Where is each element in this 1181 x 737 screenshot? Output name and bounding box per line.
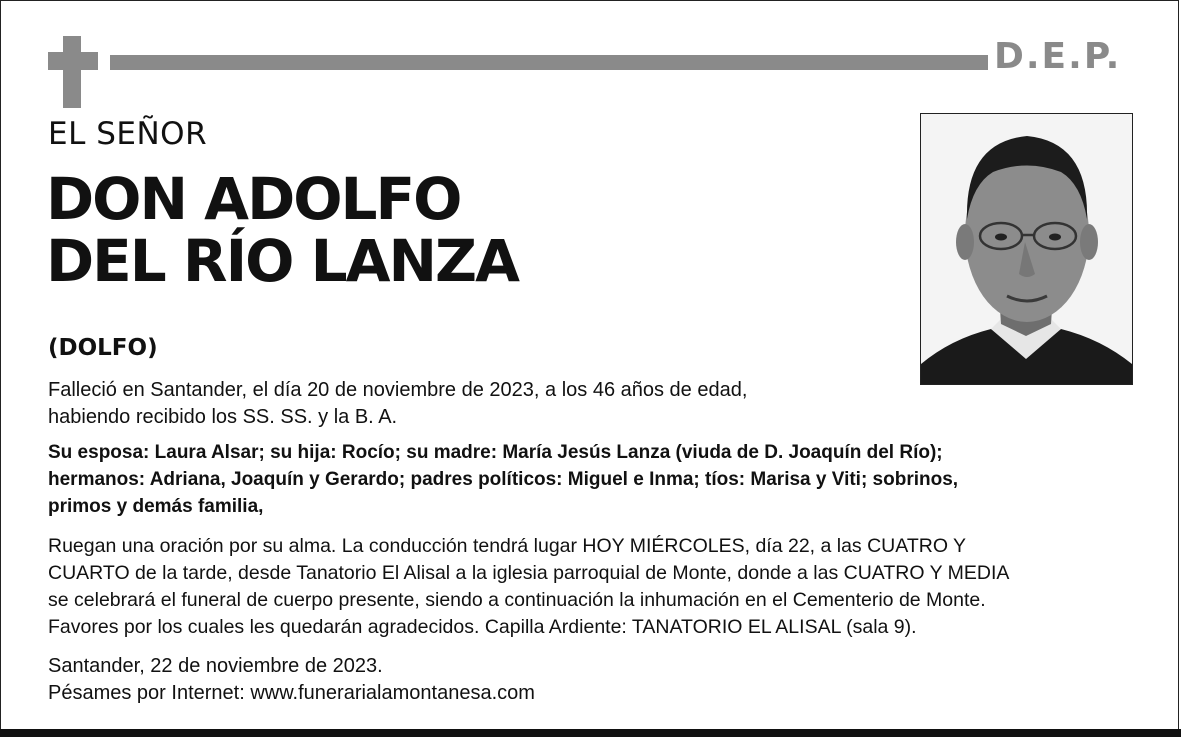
service-line-4: Favores por los cuales les quedarán agradecidos. Capilla Ardiente: TANATORIO EL ALISAL (sala 9). xyxy=(48,616,917,638)
place-date: Santander, 22 de noviembre de 2023. xyxy=(48,655,383,677)
death-notice xyxy=(48,377,747,431)
cross-icon xyxy=(63,36,81,108)
portrait-photo xyxy=(920,113,1133,385)
family-list xyxy=(48,439,958,520)
family-line-2: hermanos: Adriana, Joaquín y Gerardo; padres políticos: Miguel e Inma; tíos: Marisa y Viti; sobrinos, xyxy=(48,469,959,490)
service-line-3: se celebrará el funeral de cuerpo presente, siendo a continuación la inhumación en el Cementerio de Monte. xyxy=(48,589,986,611)
service-line-2: CUARTO de la tarde, desde Tanatorio El Alisal a la iglesia parroquial de Monte, donde a las CUATRO Y MEDIA xyxy=(48,562,1010,584)
dep-label: D.E.P. xyxy=(994,36,1122,77)
header-rule xyxy=(110,55,988,70)
cross-icon-bar xyxy=(48,52,98,70)
service-details xyxy=(48,533,1009,641)
family-line-3: primos y demás familia, xyxy=(48,496,264,517)
bottom-border xyxy=(0,729,1181,737)
service-line-1: Ruegan una oración por su alma. La conducción tendrá lugar HOY MIÉRCOLES, día 22, a las CUATRO Y xyxy=(48,535,967,557)
death-line-2: habiendo recibido los SS. SS. y la B. A. xyxy=(48,406,398,428)
death-line-1: Falleció en Santander, el día 20 de noviembre de 2023, a los 46 años de edad, xyxy=(48,379,748,401)
condolences-link: Pésames por Internet: www.funerarialamontanesa.com xyxy=(48,682,535,704)
name-line-2: DEL RÍO LANZA xyxy=(46,227,518,295)
nickname: (DOLFO) xyxy=(48,335,158,361)
family-line-1: Su esposa: Laura Alsar; su hija: Rocío; su madre: María Jesús Lanza (viuda de D. Joaquín del Río); xyxy=(48,442,943,463)
name-line-1: DON ADOLFO xyxy=(46,165,461,233)
title-label: EL SEÑOR xyxy=(48,116,208,152)
deceased-name xyxy=(46,165,518,295)
